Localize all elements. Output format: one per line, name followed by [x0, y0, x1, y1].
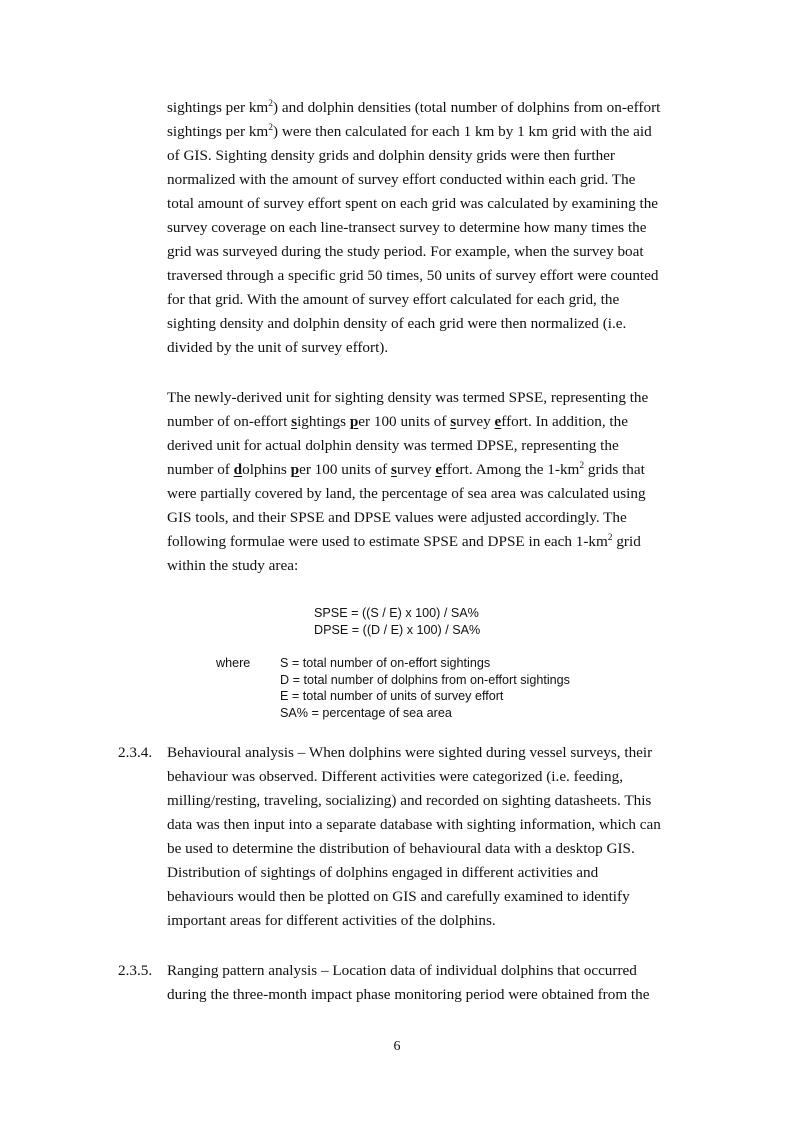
text-line: behaviours would then be plotted on GIS and carefully examined to identify — [167, 888, 630, 905]
text-line: important areas for different activities of the dolphins. — [167, 912, 496, 929]
text-line: normalized with the amount of survey effort conducted within each grid. The — [167, 171, 636, 188]
text-line: total amount of survey effort spent on each grid was calculated by examining the — [167, 195, 659, 212]
text-line: of GIS. Sighting density grids and dolphin density grids were then further — [167, 147, 615, 164]
text-line: sightings per $km^2$) were then calculated for each 1 km by 1 km grid with the aid — [167, 122, 652, 140]
text-line: survey coverage on each line-transect survey to determine how many times the — [167, 219, 647, 236]
text-line: traversed through a specific grid 50 times, 50 units of survey effort were counted — [167, 267, 659, 284]
definition-d: D = total number of dolphins from on-effort sightings — [280, 672, 570, 687]
section-number-235: 2.3.5. — [118, 962, 153, 979]
text-line: divided by the unit of survey effort). — [167, 339, 389, 356]
paragraph-density-normalization — [167, 96, 692, 360]
text-line: behaviour was observed. Different activities were categorized (i.e. feeding, — [167, 768, 623, 785]
paragraph-spse-dpse-definition — [167, 386, 692, 578]
text-line: milling/resting, traveling, socializing) and recorded on sighting datasheets. This — [167, 792, 652, 809]
text-line: were partially covered by land, the percentage of sea area was calculated using — [167, 485, 646, 502]
where-label: where — [216, 656, 251, 670]
text-line: number of dolphins per 100 units of survey effort. Among the $1-km^2$ grids that — [167, 460, 645, 478]
text-line: be used to determine the distribution of behavioural data with a desktop GIS. — [167, 840, 635, 857]
text-line: within the study area: — [167, 557, 299, 574]
text-line: derived unit for actual dolphin density was termed DPSE, representing the — [167, 437, 619, 454]
text-line: sighting density and dolphin density of each grid were then normalized (i.e. — [167, 315, 627, 332]
variable-definitions — [280, 655, 570, 721]
section-number-234: 2.3.4. — [118, 744, 153, 761]
text-line: grid was surveyed during the study period. For example, when the survey boat — [167, 243, 644, 260]
section-behavioural-analysis — [167, 741, 692, 933]
section-ranging-pattern-analysis — [167, 959, 692, 1007]
dpse-formula: DPSE = ((D / E) x 100) / SA% — [314, 623, 481, 637]
definition-s: S = total number of on-effort sightings — [280, 656, 491, 670]
text-line: The newly-derived unit for sighting density was termed SPSE, representing the — [167, 389, 649, 406]
text-line: Distribution of sightings of dolphins engaged in different activities and — [167, 864, 599, 881]
definition-e: E = total number of units of survey effort — [280, 689, 504, 703]
text-line: during the three-month impact phase monitoring period were obtained from the — [167, 986, 650, 1003]
page-number: 6 — [393, 1039, 401, 1054]
text-line: for that grid. With the amount of survey effort calculated for each grid, the — [167, 291, 620, 308]
text-line: number of on-effort sightings per 100 units of survey effort. In addition, the — [167, 413, 628, 430]
definition-sa: SA% = percentage of sea area — [280, 705, 452, 720]
text-line: sightings per $km^2$) and dolphin densities (total number of dolphins from on-effort — [167, 98, 661, 116]
text-line: Ranging pattern analysis – Location data of individual dolphins that occurred — [167, 962, 637, 979]
text-line: data was then input into a separate database with sighting information, which can — [167, 816, 661, 833]
spse-formula: SPSE = ((S / E) x 100) / SA% — [314, 606, 479, 620]
formula-block — [314, 605, 480, 639]
text-line: following formulae were used to estimate SPSE and DPSE in each $1-km^2$ grid — [167, 532, 641, 550]
text-line: Behavioural analysis – When dolphins were sighted during vessel surveys, their — [167, 744, 653, 761]
text-line: GIS tools, and their SPSE and DPSE values were adjusted accordingly. The — [167, 509, 627, 526]
